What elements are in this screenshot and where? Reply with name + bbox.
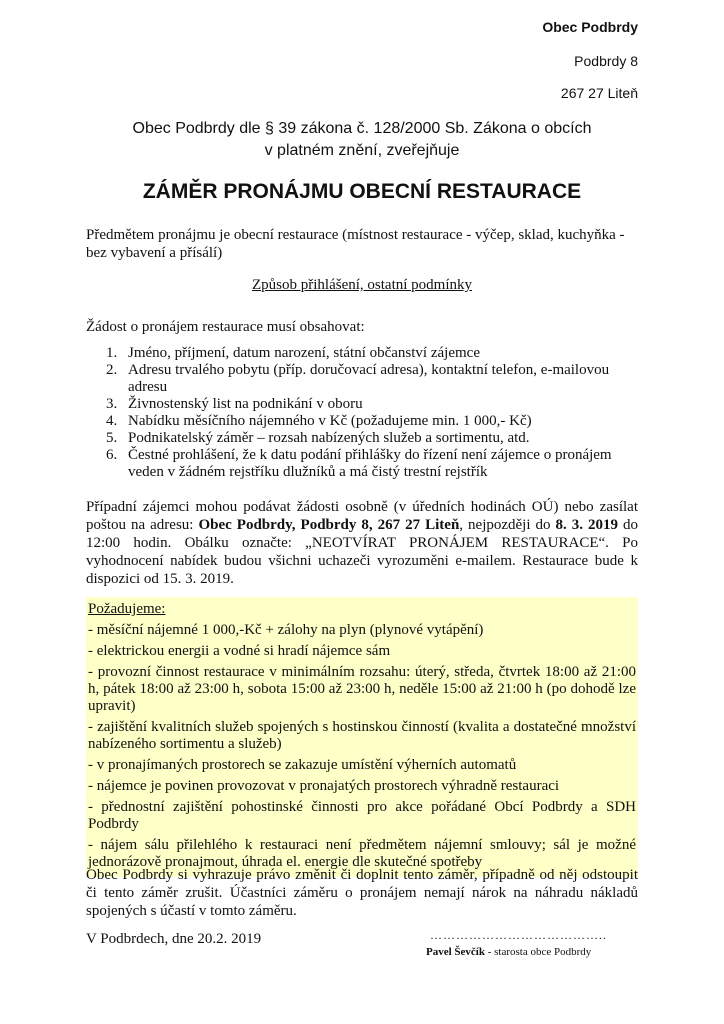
condition-item: - v pronajímaných prostorech se zakazuje umístění výherních automatů [88,757,517,773]
application-deadline: 8. 3. 2019 [555,517,619,533]
application-paragraph: Případní zájemci mohou podávat žádosti osobně (v úředních hodinách OÚ) nebo zasílat poštou na adresu: Obec Podbrdy, Podbrdy 8, 267 27 Liteň, nejpozději do 8. 3. 2019 do 12:00 hodin. Obálku označte: „NEOTVÍRAT PRONÁJEM RESTAURACE“. Po vyhodnocení nabídek budou všichni uchazeči vyrozuměni e-mailem. Restaurace bude k dispozici od 15. 3. 2019. [86,499,639,587]
sender-street: Podbrdy 8 [574,53,638,69]
place-and-date: V Podbrdech, dne 20.2. 2019 [86,931,262,947]
sender-city: 267 27 Liteň [560,85,638,101]
signer-name: Pavel Ševčík [426,946,485,958]
sender-name: Obec Podbrdy [542,19,638,35]
signature-line: ………………………………….. [430,928,607,942]
list-item: 4. Nabídku měsíčního nájemného v Kč (požadujeme min. 1 000,- Kč) [106,413,532,429]
intro-line-2: v platném znění, zveřejňuje [264,142,460,159]
list-item: 6. Čestné prohlášení, že k datu podání přihlášky do řízení není zájemce o pronájem veden v žádném rejstříku dlužníků a má čistý trestní rejstřík [106,447,612,480]
list-item: 5. Podnikatelský záměr – rozsah nabízených služeb a sortimentu, atd. [106,430,530,446]
closing-paragraph: Obec Podbrdy si vyhrazuje právo změnit či doplnit tento záměr, případně od něj odstoupit či tento záměr zrušit. Účastníci záměru o pronájem nemají nárok na náhradu nákladů spojených s účastí v tomto záměru. [86,867,638,919]
condition-item: - zajištění kvalitních služeb spojených s hostinskou činností (kvalita a dostatečné množství nabízeného sortimentu a služeb) [88,719,636,752]
requirements-list [106,345,638,481]
list-item: 1. Jméno, příjmení, datum narození, státní občanství zájemce [106,345,480,361]
condition-item: - přednostní zajištění pohostinské činnosti pro akce pořádané Obcí Podbrdy a SDH Podbrdy [88,799,636,832]
list-item: 2. Adresu trvalého pobytu (příp. doručovací adresa), kontaktní telefon, e-mailovou adresu [106,362,610,395]
condition-item: - nájemce je povinen provozovat v pronajatých prostorech výhradně restauraci [88,778,560,794]
method-heading: Způsob přihlášení, ostatní podmínky [252,277,472,293]
conditions-box [86,597,638,877]
list-item: 3. Živnostenský list na podnikání v oboru [106,396,363,412]
application-address: Obec Podbrdy, Podbrdy 8, 267 27 Liteň [198,517,460,533]
requirements-intro: Žádost o pronájem restaurace musí obsahovat: [86,319,365,335]
conditions-heading: Požadujeme: [88,601,166,617]
condition-item: - elektrickou energii a vodné si hradí nájemce sám [88,643,391,659]
condition-item: - provozní činnost restaurace v minimálním rozsahu: úterý, středa, čtvrtek 18:00 až 21:00 h, pátek 18:00 až 23:00 h, sobota 15:00 až 23:00 h, neděle 15:00 až 21:00 h (po dohodě lze upravit) [88,664,636,714]
intro-text [0,118,724,162]
signer [426,946,591,958]
sender-address [542,16,638,104]
subject-paragraph: Předmětem pronájmu je obecní restaurace (místnost restaurace - výčep, sklad, kuchyňka - bez vybavení a přísálí) [86,227,625,261]
condition-item: - nájem sálu přilehlého k restauraci není předmětem nájemní smlouvy; sál je možné jednorázově pronajmout, úhrada el. energie dle skutečné spotřeby [88,837,636,870]
signer-role: - starosta obce Podbrdy [484,946,592,958]
document-title: ZÁMĚR PRONÁJMU OBECNÍ RESTAURACE [142,180,582,203]
intro-line-1: Obec Podbrdy dle § 39 zákona č. 128/2000 Sb. Zákona o obcích [132,120,592,137]
condition-item: - měsíční nájemné 1 000,-Kč + zálohy na plyn (plynové vytápění) [88,622,484,638]
